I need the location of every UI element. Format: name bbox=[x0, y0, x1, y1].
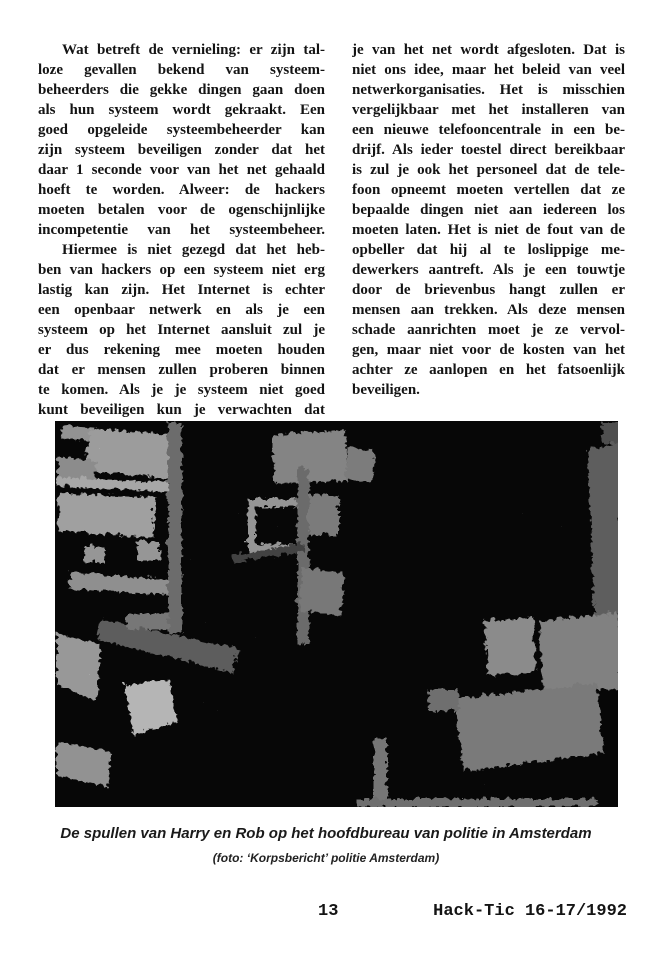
text-line: als hun systeem wordt gekraakt. Een bbox=[38, 102, 325, 118]
text-line: opbeller dat hij al te loslippige me- bbox=[352, 242, 625, 258]
right-column bbox=[352, 40, 625, 400]
text-line: dat er mensen zullen proberen binnen bbox=[38, 362, 325, 378]
journal-title: Hack-Tic 16-17/1992 bbox=[433, 902, 627, 921]
text-line: beveiligen. bbox=[352, 382, 420, 398]
text-line: je van het net wordt afgesloten. Dat is bbox=[352, 42, 625, 58]
photo-credit: (foto: ‘Korpsbericht’ politie Amsterdam) bbox=[212, 851, 440, 865]
text-line: schade aanrichten moet je ze vervol- bbox=[352, 322, 625, 338]
text-line: niet ons idee, maar het beleid van veel bbox=[352, 62, 625, 78]
text-line: er dus rekening mee moeten houden bbox=[38, 342, 325, 358]
text-line: Wat betreft de vernieling: er zijn tal- bbox=[62, 42, 325, 58]
text-line: een openbaar netwerk en als je een bbox=[38, 302, 325, 318]
text-line: systeem op het Internet aansluit zul je bbox=[38, 322, 325, 338]
text-line: kunt beveiligen kun je verwachten dat bbox=[38, 402, 325, 418]
photo-caption: De spullen van Harry en Rob op het hoofdbureau van politie in Amsterdam bbox=[60, 825, 592, 842]
text-line: loze gevallen bekend van systeem- bbox=[38, 62, 325, 78]
text-line: mensen aan trekken. Als deze mensen bbox=[352, 302, 625, 318]
text-line: goed opgeleide systeembeheerder kan bbox=[38, 122, 325, 138]
text-line: incompetentie van het systeembeheer. bbox=[38, 222, 325, 238]
text-line: moeten laten. Het is niet de fout van de bbox=[352, 222, 625, 238]
text-line: door de brievenbus hangt zullen er bbox=[352, 282, 625, 298]
text-line: moeten betalen voor de ogenschijnlijke bbox=[38, 202, 325, 218]
text-line: achter ze aanlopen en het fatsoenlijk bbox=[352, 362, 625, 378]
text-line: foon opneemt moeten vertellen dat ze bbox=[352, 182, 625, 198]
text-line: vergelijkbaar met het installeren van bbox=[352, 102, 625, 118]
text-line: hoeft te worden. Alweer: de hackers bbox=[38, 182, 325, 198]
text-line: netwerkorganisaties. Het is misschien bbox=[352, 82, 625, 98]
text-line: gen, maar niet voor de kosten van het bbox=[352, 342, 625, 358]
photo-figure bbox=[55, 421, 618, 807]
text-line: beheerders die gekke dingen gaan doen bbox=[38, 82, 325, 98]
text-line: zijn systeem beveiligen zonder dat het bbox=[38, 142, 325, 158]
police-office-equipment-photo bbox=[55, 421, 618, 807]
text-line: ben van hackers op een systeem niet erg bbox=[38, 262, 325, 278]
text-line: drijf. Als ieder toestel direct bereikbaar bbox=[352, 142, 625, 158]
text-line: is zul je ook het personeel dat de tele- bbox=[352, 162, 625, 178]
page-number: 13 bbox=[318, 902, 339, 921]
text-line: Hiermee is niet gezegd dat het heb- bbox=[62, 242, 325, 258]
text-line: een nieuwe telefooncentrale in een be- bbox=[352, 122, 625, 138]
text-line: lastig kan zijn. Het Internet is echter bbox=[38, 282, 325, 298]
text-line: dewerkers aantreft. Als je een touwtje bbox=[352, 262, 625, 278]
text-line: te komen. Als je je systeem niet goed bbox=[38, 382, 325, 398]
text-line: daar 1 seconde voor van het net gehaald bbox=[38, 162, 325, 178]
page-footer bbox=[0, 902, 652, 924]
text-line: bepaalde dingen niet aan iedereen los bbox=[352, 202, 625, 218]
left-column bbox=[38, 40, 325, 420]
